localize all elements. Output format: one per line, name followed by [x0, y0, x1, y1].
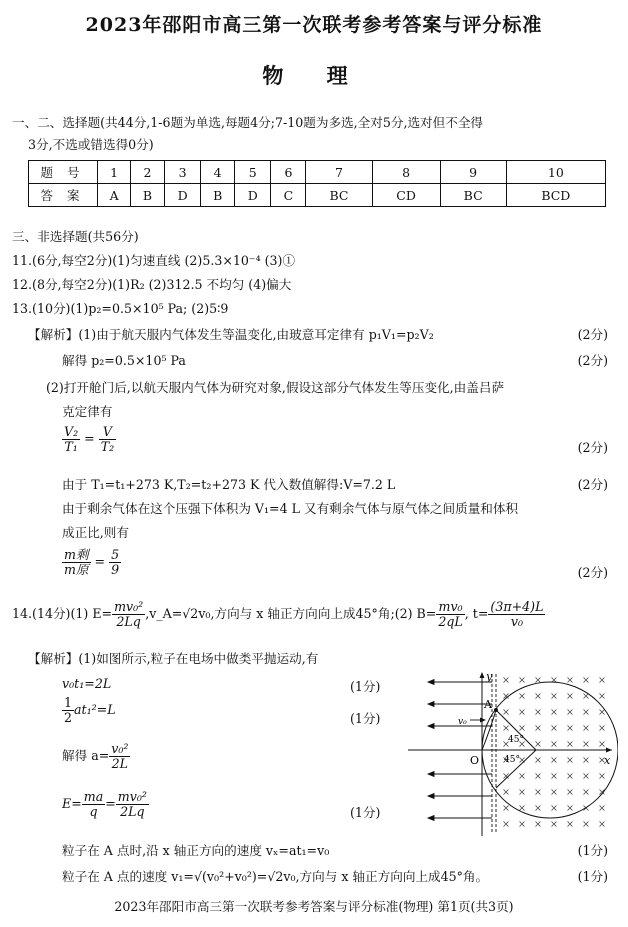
- row-label-answer: 答案: [29, 184, 98, 207]
- field-cross-mark: [520, 774, 525, 779]
- field-cross-mark: [536, 694, 541, 699]
- field-cross-mark: [568, 806, 573, 811]
- field-cross-mark: [520, 710, 525, 715]
- score: (2分): [577, 565, 608, 580]
- field-cross-mark: [552, 742, 557, 747]
- field-cross-mark: [504, 790, 509, 795]
- field-cross-mark: [568, 790, 573, 795]
- angle-label-2: 45°: [504, 755, 520, 765]
- a5-label: E=: [62, 795, 82, 811]
- field-cross-mark: [600, 726, 605, 731]
- field-cross-mark: [504, 806, 509, 811]
- a5-f2-num: mv₀²: [117, 789, 147, 804]
- q14-analysis-a7: 粒子在 A 点的速度 v₁=√(v₀²+v₀²)=√2v₀,方向与 x 轴正方向向上成45°角。: [62, 869, 489, 884]
- score: (2分): [577, 440, 608, 455]
- field-cross-mark: [520, 694, 525, 699]
- field-cross-mark: [568, 822, 573, 827]
- q14-analysis-a1: 【解析】(1)如图所示,粒子在电场中做类平抛运动,有: [28, 651, 319, 666]
- field-cross-mark: [552, 726, 557, 731]
- question-number: 10: [506, 161, 605, 184]
- field-cross-mark: [552, 758, 557, 763]
- a-label: A: [484, 698, 492, 711]
- field-cross-mark: [584, 742, 589, 747]
- q14-head-c: , t=: [464, 605, 489, 621]
- field-cross-mark: [552, 694, 557, 699]
- field-cross-mark: [520, 678, 525, 683]
- score: (1分): [577, 843, 608, 858]
- q13-analysis-l2: 解得 p₂=0.5×10⁵ Pa: [62, 353, 186, 368]
- q14-answer: [12, 600, 545, 629]
- page-footer: 2023年邵阳市高三第一次联考参考答案与评分标准(物理) 第1页(共3页): [114, 899, 514, 914]
- field-cross-mark: [520, 806, 525, 811]
- a3-num: 1: [64, 695, 73, 710]
- field-cross-mark: [600, 678, 605, 683]
- answer-cell: C: [271, 184, 306, 207]
- eq2-right-numerator: 5: [111, 547, 120, 562]
- answer-cell: D: [164, 184, 200, 207]
- q14-analysis-a2: v₀t₁=2L: [62, 676, 112, 691]
- field-cross-mark: [600, 694, 605, 699]
- question-number: 6: [271, 161, 306, 184]
- field-cross-mark: [584, 678, 589, 683]
- eq1-right-denominator: T₂: [100, 438, 115, 454]
- field-cross-mark: [568, 742, 573, 747]
- a5-f1-num: ma: [83, 789, 104, 804]
- answer-table-number-row: [29, 161, 606, 184]
- eq2-denominator: m原: [64, 561, 89, 577]
- field-cross-mark: [584, 758, 589, 763]
- field-cross-mark: [568, 710, 573, 715]
- q12-answer: 12.(8分,每空2分)(1)R₂ (2)312.5 不均匀 (4)偏大: [12, 277, 292, 292]
- field-cross-mark: [584, 710, 589, 715]
- field-cross-mark: [504, 774, 509, 779]
- field-cross-mark: [600, 742, 605, 747]
- field-cross-mark: [568, 694, 573, 699]
- q14-head-f2-num: mv₀: [436, 600, 464, 615]
- field-cross-mark: [536, 678, 541, 683]
- answer-table-answer-row: [29, 184, 606, 207]
- mass-ratio-equation: $\frac{\text{m剩}}{\text{m原}}$ = $\frac{5}{9}$: [64, 547, 120, 577]
- a4-num: v₀²: [111, 741, 129, 756]
- answer-cell: CD: [372, 184, 440, 207]
- q13-analysis-l7: 成正比,则有: [62, 525, 129, 540]
- gay-lussac-equation: $\frac{\text{V₂}}{\text{T₁}}$ = $\frac{V}{\text{T₂}}$: [64, 424, 115, 454]
- subject-title: 物 理: [262, 63, 366, 88]
- q14-head-f1-num: mv₀²: [114, 599, 144, 614]
- q14-head-b: ,v_A=√2v₀,方向与 x 轴正方向向上成45°角;(2) B=: [145, 605, 437, 621]
- field-diagram: [400, 670, 618, 838]
- score: (2分): [577, 353, 608, 368]
- field-cross-mark: [568, 726, 573, 731]
- field-cross-mark: [504, 710, 509, 715]
- answer-cell: D: [235, 184, 271, 207]
- question-number: 9: [440, 161, 506, 184]
- eq2-numerator: m剩: [64, 547, 89, 562]
- field-cross-mark: [536, 774, 541, 779]
- field-cross-mark: [568, 774, 573, 779]
- q14-analysis-a3: [62, 696, 116, 725]
- eq1-denominator: T₁: [64, 438, 78, 454]
- q14-head-f1-den: 2Lq: [116, 613, 141, 629]
- q13-analysis-l3: (2)打开舱门后,以航天服内气体为研究对象,假设这部分气体发生等压变化,由盖吕萨: [46, 380, 505, 395]
- score: (1分): [350, 711, 381, 726]
- field-cross-mark: [552, 822, 557, 827]
- q13-analysis-l6: 由于剩余气体在这个压强下体积为 V₁=4 L 又有剩余气体与原气体之间质量和体积: [62, 501, 519, 516]
- field-cross-mark: [568, 678, 573, 683]
- field-cross-mark: [536, 758, 541, 763]
- field-cross-mark: [552, 710, 557, 715]
- field-cross-mark: [552, 790, 557, 795]
- x-label: x: [604, 754, 611, 767]
- origin-label: O: [470, 754, 480, 767]
- eq1-right-numerator: V: [99, 425, 116, 440]
- q14-head-f3-num: (3π+4)L: [490, 599, 544, 614]
- question-number: 1: [98, 161, 131, 184]
- point-a: [494, 708, 498, 712]
- score: (1分): [577, 869, 608, 884]
- section3-heading: 三、非选择题(共56分): [12, 229, 139, 244]
- field-cross-mark: [504, 678, 509, 683]
- field-cross-mark: [600, 822, 605, 827]
- field-cross-mark: [520, 822, 525, 827]
- answer-cell: BC: [306, 184, 372, 207]
- q13-analysis-l1: 【解析】(1)由于航天服内气体发生等温变化,由玻意耳定律有 p₁V₁=p₂V₂: [28, 327, 434, 342]
- a3-den: 2: [64, 709, 73, 725]
- v0-label: v₀: [458, 717, 467, 727]
- answer-cell: A: [98, 184, 131, 207]
- section1-line1: 一、二、选择题(共44分,1-6题为单选,每题4分;7-10题为多选,全对5分,选对但不全得: [12, 115, 484, 130]
- field-cross-mark: [520, 790, 525, 795]
- question-number: 4: [201, 161, 235, 184]
- a4-label: 解得 a=: [62, 747, 110, 763]
- q14-analysis-a6: 粒子在 A 点时,沿 x 轴正方向的速度 vₓ=at₁=v₀: [62, 843, 330, 858]
- field-cross-mark: [536, 742, 541, 747]
- a5-f2-den: 2Lq: [120, 803, 145, 819]
- q13-analysis-l5: 由于 T₁=t₁+273 K,T₂=t₂+273 K 代入数值解得:V=7.2 L: [62, 477, 396, 492]
- section1-line2: 3分,不选或错选得0分): [28, 137, 154, 152]
- score: (1分): [350, 805, 381, 820]
- field-cross-mark: [536, 790, 541, 795]
- field-cross-mark: [536, 726, 541, 731]
- page-title: 2023年邵阳市高三第一次联考参考答案与评分标准: [85, 14, 543, 36]
- field-cross-mark: [568, 758, 573, 763]
- field-cross-mark: [584, 822, 589, 827]
- q14-head-f2-den: 2qL: [438, 613, 463, 629]
- question-number: 8: [372, 161, 440, 184]
- field-cross-mark: [600, 774, 605, 779]
- a5-f1-den: q: [89, 803, 98, 819]
- question-number: 2: [131, 161, 165, 184]
- y-label: y: [486, 670, 493, 683]
- field-cross-mark: [584, 694, 589, 699]
- eq1-numerator: V₂: [64, 424, 79, 439]
- field-cross-mark: [600, 710, 605, 715]
- field-cross-mark: [536, 822, 541, 827]
- answer-cell: B: [131, 184, 165, 207]
- field-cross-mark: [584, 774, 589, 779]
- trajectory: [482, 710, 496, 750]
- field-cross-mark: [552, 806, 557, 811]
- row-label-number: 题号: [29, 161, 98, 184]
- answer-cell: BC: [440, 184, 506, 207]
- q14-head-f3-den: v₀: [510, 613, 524, 629]
- answer-cell: BCD: [506, 184, 605, 207]
- a3-rest: at₁²=L: [74, 701, 116, 717]
- field-cross-mark: [584, 790, 589, 795]
- field-cross-mark: [536, 710, 541, 715]
- field-cross-mark: [584, 726, 589, 731]
- field-cross-mark: [552, 774, 557, 779]
- field-cross-mark: [504, 726, 509, 731]
- answer-cell: B: [201, 184, 235, 207]
- magnetic-field-crosses: [504, 678, 605, 827]
- q14-analysis-a4: [62, 742, 130, 771]
- question-number: 3: [164, 161, 200, 184]
- field-cross-mark: [536, 806, 541, 811]
- q11-answer: 11.(6分,每空2分)(1)匀速直线 (2)5.3×10⁻⁴ (3)①: [12, 253, 296, 268]
- q14-analysis-a5: [62, 790, 149, 819]
- a5-mid: =: [105, 795, 116, 811]
- field-cross-mark: [520, 726, 525, 731]
- angle-label-1: 45°: [508, 735, 524, 745]
- q13-answer: 13.(10分)(1)p₂=0.5×10⁵ Pa; (2)5∶9: [12, 301, 229, 316]
- score: (2分): [577, 327, 608, 342]
- question-number: 7: [306, 161, 372, 184]
- q14-head-a: 14.(14分)(1) E=: [12, 605, 113, 621]
- score: (1分): [350, 679, 381, 694]
- q13-analysis-l4: 克定律有: [62, 404, 113, 419]
- a4-den: 2L: [111, 755, 129, 771]
- score: (2分): [577, 477, 608, 492]
- field-cross-mark: [600, 806, 605, 811]
- eq2-right-denominator: 9: [111, 561, 120, 577]
- answer-table: [28, 160, 606, 207]
- field-cross-mark: [504, 822, 509, 827]
- question-number: 5: [235, 161, 271, 184]
